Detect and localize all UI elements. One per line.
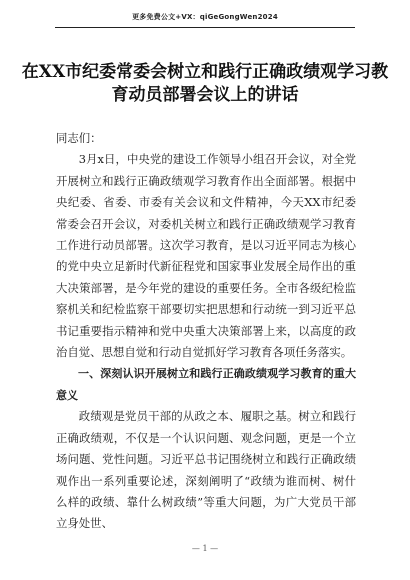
header-divider [55,27,355,28]
paragraph-intro: 3月x日，中央党的建设工作领导小组召开会议，对全党开展树立和践行正确政绩观学习教育作出全面部署。根据中央纪委、省委、市委有关会议和文件精神，今天XX市纪委常委会召开会议，对委机关树立和践行正确政绩观学习教育工作进行动员部署。这次学习教育，是以习近平同志为核心的党中央立足新时代新征程党和国家事业发展全局作出的重大决策部署，是今年党的建设的重要任务。全市各级纪检监察机关和纪检监察干部要切实把思想和行动统一到习近平总书记重要指示精神和党中央重大决策部署上来，以高度的政治自觉、思想自觉和行动自觉抓好学习教育各项任务落实。 [56,152,356,360]
document-body [56,128,356,535]
header-note: 更多免费公文+VX：qiGeGongWen2024 [132,13,278,21]
greeting: 同志们： [56,131,102,145]
page-number: — 1 — [191,544,219,553]
section-heading: 一、深刻认识开展树立和践行正确政绩观学习教育的重大意义 [56,367,356,402]
page-title: 在XX市纪委常委会树立和践行正确政绩观学习教育动员部署会议上的讲话 [21,62,389,105]
paragraph-section-one: 政绩观是党员干部的从政之本、履职之基。树立和践行正确政绩观，不仅是一个认识问题、观念问题，更是一个立场问题、党性问题。习近平总书记围绕树立和践行正确政绩观作出一系列重要论述，深刻阐明了“政绩为谁而树、树什么样的政绩、靠什么树政绩”等重大问题，为广大党员干部立身处世、 [56,409,356,531]
